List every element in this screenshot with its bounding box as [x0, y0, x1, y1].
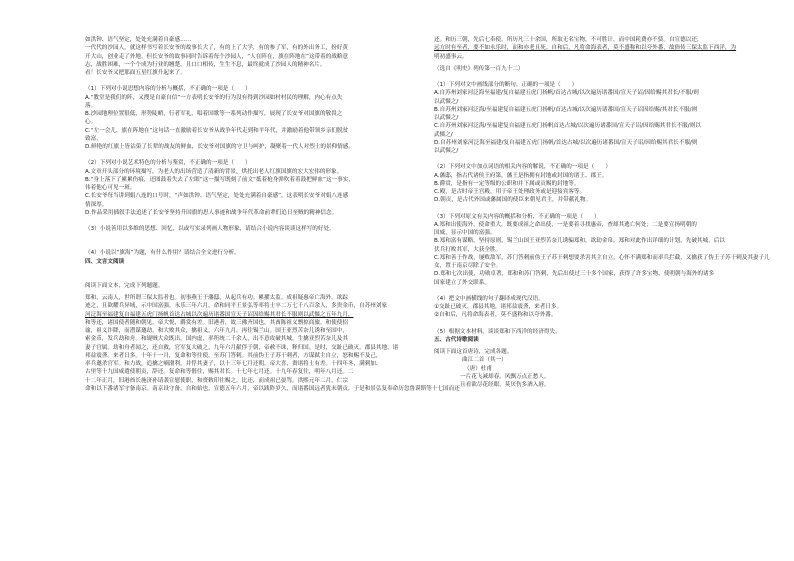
option-line: C.长安爷每当讲到娟八连的口号时，“声如洪钟、语气坚定，处处充满着自豪感”，这表明长安爷对娟八连感	[85, 193, 349, 200]
option-line: 落。	[85, 102, 97, 109]
classical-line: 迹之，且欲耀兵异域，示中国富强。永乐三年六月，命和同平王景弘等率将士卒二万七千八百余人，多贵金币，自苏州刘家	[85, 303, 388, 310]
option-line: A.自苏州刘家河泛海至福建/复自福建五虎门扬帆/首达占城/以次遍历诸番国/宣天子诏/因给赐其君长/不服/则	[434, 90, 699, 97]
option-line: 女，置于南京尽除了安全。	[434, 263, 502, 269]
option-line: 伟着他心可见一斑。	[85, 185, 136, 191]
option-line: 致富。	[85, 135, 102, 142]
classical-line: 十二年正月，旧港酋长施济孙请袭宣慰使职，和赍敕印往赐之。比还，而成祖已晏驾。洪熙元年二月，仁宗	[85, 377, 348, 384]
option-line: A.文章开头部分的环境描写，为老人的出场营造了清新的背景，烘托出老人红旗国旗的宏大宏伟的形象。	[85, 168, 343, 175]
classical-line: 率兵邀杀官军。和力战，追擒之喃渤利，并俘其妻子，以十三年七月还朝。帝大喜，赉诸将士有差。十四年冬，满剌加、	[85, 361, 382, 367]
option-line: 国威，显示中国的富强。	[434, 230, 496, 236]
classical-line: 索金币，发兵劫和舟。和觇贼大众既出，国内虚，率所统二千余人，出不意攻破其城，生擒亚烈苦奈儿及其	[85, 336, 348, 343]
option-line: B.沙园地理位置很低，形势陡峭，行者军礼，唱着国歌等一系列动作描写，展现了长安爷对国旗的敬畏之	[85, 111, 343, 117]
classical-line: 和等还，诸国使者随和朝见。帝大悦，爵赏有差。旧港者，故三佛齐国也，其酋陈祖义剽掠商旅。和使使招	[85, 319, 348, 326]
classical-line: 邦益震詟。来者日多。十年十一月，复命和等往使，至苏门答剌。其前伪王子苏干剌者，方谋弑主自立，怒和赐不及己，	[85, 352, 382, 359]
option-line: C.殿，是古时帝王宫殿，用于帝王处理政务或是迎接宾客等。	[434, 189, 586, 195]
option-line: 心。	[85, 119, 97, 126]
poem-title: 曲江二首（其一）	[462, 357, 507, 364]
option-line: 以武慑之/	[434, 148, 459, 154]
option-line: D.作品采用插叙手法追述了长安爷坚持升国旗的思人事迹和战争年代革命前辈们追日至贼的精神信念。	[85, 209, 338, 216]
classical-line: 郑和，云南人，世所谓三保太监者也。初事燕王于藩邸，从起兵有功。累擢太监。成祖疑惠帝亡海外，欲踪	[85, 295, 348, 301]
text-line: 一代代的沙园人，就这样书写着长安爷的故事长大了，有的上了大学，有的参了军，有的外出务工，扮好黄	[85, 45, 348, 52]
poem-intro: 阅读下面这首唐诗，完成各题。	[434, 349, 513, 355]
option-line: B.爵赏，是指有一定等级的公职和并下属或贡赐的封地等。	[434, 180, 580, 187]
question-4: （4）小说以“旗海”为题，有什么作用？请结合全文进行分析。	[85, 250, 240, 257]
classical-line-underlined: 远方时有至者，要不如永乐时，而和亦老且死。自和后，凡将命海表者，莫不盛称和以夸外番，故俗传三保太监下西洋，为	[434, 45, 737, 52]
classical-intro: 阅读下面文本，完成下列题题。	[85, 282, 164, 289]
option-line: B.郑和富有谋略，坚持原则，锡兰山国王亚烈苦奈儿诱骗郑和，欲劫金帛，郑和对此作出详细的计划，先破其城，后以	[434, 238, 725, 245]
option-line: A.藩邸，指古代诸侯王府第，藩王是指拥有封地或封国的诸王、郡王。	[434, 172, 608, 179]
question-1-stem: （1）下列对小说思想内容的分析与概括，不正确的一项是（ ）	[85, 86, 251, 93]
text-line: 如洪钟、语气坚定，处处充满着自豪感……	[85, 37, 192, 43]
text-line: 开大山，创业走了外地。但长安爷的故事同时告诉着每个沙园人，“人在阵在，旗在阵地在”这带着的战略意	[85, 53, 349, 60]
question-2-stem: （2）下列对文中加点词语的相关内容的解说，不正确的一项是（ ）	[434, 164, 611, 171]
option-line: B.“身上落下了累累伤痕，还图鼓着失去了左眼”这一描写既刻了前文“抵着枪身弹吹着着鼓把鲜血”这一事实，	[85, 176, 354, 183]
question-1-stem: （1）下列对文中画线部分的断句，正确的一项是（ ）	[434, 82, 578, 88]
question-4-stem: （4）把文中画横线的句子翻译成现代汉语。	[434, 295, 544, 302]
translation-item: ①交趾已破灭，郡县其地，诸邦益震詟，来者日多。	[434, 304, 563, 310]
option-line: A.“教堂是我们的阵，又搜是自豪自信”一方表明长安爷的行为没有得到沙园如村村民的理解，内心有点失	[85, 94, 343, 101]
option-line: A.郑和出使海外，使命重大，既要成祖之命出使，一是要着寻找惠帝，查却其逃亡何处；二是要宣扬明朝的	[434, 221, 697, 228]
option-line: B.自苏州刘家河泛海/至福建复自福建五虎门扬帆/首达占城/以次遍历诸番国/宣天子诏因给赐/其君长不服/则	[434, 106, 698, 113]
right-column	[434, 36, 770, 389]
text-line: 志，战胜困难，一个个成为行业的翘楚，且口口相传，生生不息，最终就成了沙园人的精神名片。	[85, 61, 326, 68]
option-line: 以武慑之/	[434, 115, 459, 121]
option-line: D.郑和七次出使，功勋卓著，郑和和苏门答剌，先后出使过三十多个国家，获得了许多宝物，使明朝与海外的诸多	[434, 271, 715, 278]
option-line: C.“左一会儿，旗在阵地在”这句话一直激励着长安爷从战争年代走到和平年代，并激励着他带领乡亲们脱贫	[85, 127, 349, 134]
question-5-stem: （5）根据文本材料，谈谈郑和下西洋的经济得失。	[434, 328, 561, 335]
question-3: （3）小说善用以多维的思想、回忆，以或写实录列画人物形象，请结合小说内容谈谈这样写的好处。	[85, 226, 335, 232]
source-citation: （选自《明史》列传第一百九十二）	[434, 65, 524, 72]
question-3-stem: （3）下列对原文有关内容的概括和分析，不正确的一项是（ ）	[434, 213, 600, 220]
section-5-title: 五、古代诗歌阅读	[434, 336, 479, 343]
option-line: C.自苏州刘家河泛海/至福建复自福建五虎门扬帆首达占城/以次遍历诸番国/宣天子诏/因给赐其君长不服/则以	[434, 123, 701, 130]
option-line: 以武慑之/	[434, 98, 459, 105]
poem-line: 且看欲尽花经眼，莫厌伤多酒入唇。	[460, 382, 550, 388]
option-line: D.鲜艳的红旗上皆沾染了长辈的战友的鲜血，长安爷对国旗的守卫与呵护，凝聚着一代人对烈士的景仰情感。	[85, 144, 354, 150]
option-line: C.郑和善于作战，屡败敌军，苏门答剌前伪王子苏干剌想要杀害其主自立，心怀不满郑和而率兵拦截，又擒获了伪王子苏干剌及其妻子儿	[434, 254, 770, 261]
classical-line: 谕，祖义诈降，而潜谋邀劫。和大败其众，擒祖义，六年九月，再往锡兰山。国王亚烈苦奈儿诱和至国中，	[85, 328, 348, 334]
classical-line: 妻子官属。劫和舟者闻之，还自救，官军复大破之。九年六月献俘于朝，帝赦不诛，释归国。是时，交趾已破灭，郡县其地，诸	[85, 344, 399, 351]
classical-line: 明初盛事云。	[434, 53, 468, 60]
poem-line: 一片花飞减却春，风飘万点正愁人。	[460, 373, 550, 380]
option-line: 伏兵打败其军，大获全胜。	[434, 246, 502, 253]
classical-line: 命和以下番诸军守备南京。南京设守备，自和始也。宣德五年六月，帝以践阼岁久，而诸番国远者犹未朝贡，于是和景弘复奉命历忽鲁谟斯等十七国而还	[85, 385, 460, 392]
option-line: D.朝贡，是古代外国或藩属国的使臣来朝见君主，并带献礼物。	[434, 197, 592, 204]
option-line: 情深厚。	[85, 201, 108, 208]
option-line: 国家建立了外交联系。	[434, 279, 490, 286]
text-line: 看！长安爷又把那面五星红旗升起来了。	[85, 70, 186, 76]
option-line: D.自苏州刘家河泛海至福建/复自福建五虎门扬帆/首达占城/以次遍历诸番国/宣天子诏/因给赐其君长不服/则	[434, 139, 698, 146]
option-line: 武慑之/	[434, 131, 453, 138]
poem-author: （唐）杜甫	[464, 365, 492, 372]
classical-line-underlined: 河泛海至福建复自福建五虎门扬帆首达占城以次遍历诸番国宣天子诏因给赐其君长不服则以武慑之五年九月，	[85, 311, 354, 318]
section-4-title: 四、文言文阅读	[85, 258, 125, 265]
question-2-stem: （2）下列对小说艺术特色的分析与鉴赏，不正确的一项是（ ）	[85, 160, 251, 167]
classical-line: 古里等十九国咸遣使朝贡，辞还。复命和等偕往，赐其君长。十七年七月还。十九年春复往，明年八月还。二	[85, 369, 354, 376]
classical-line: 还。和历三朝，先后七奉使，所历凡三十余国，所取无名宝物，不可胜计，而中国耗费亦不赀。自宣德以还，	[434, 37, 703, 43]
translation-item: ②自和后，凡将命海表者，莫不盛称和以夸外番。	[434, 312, 557, 319]
